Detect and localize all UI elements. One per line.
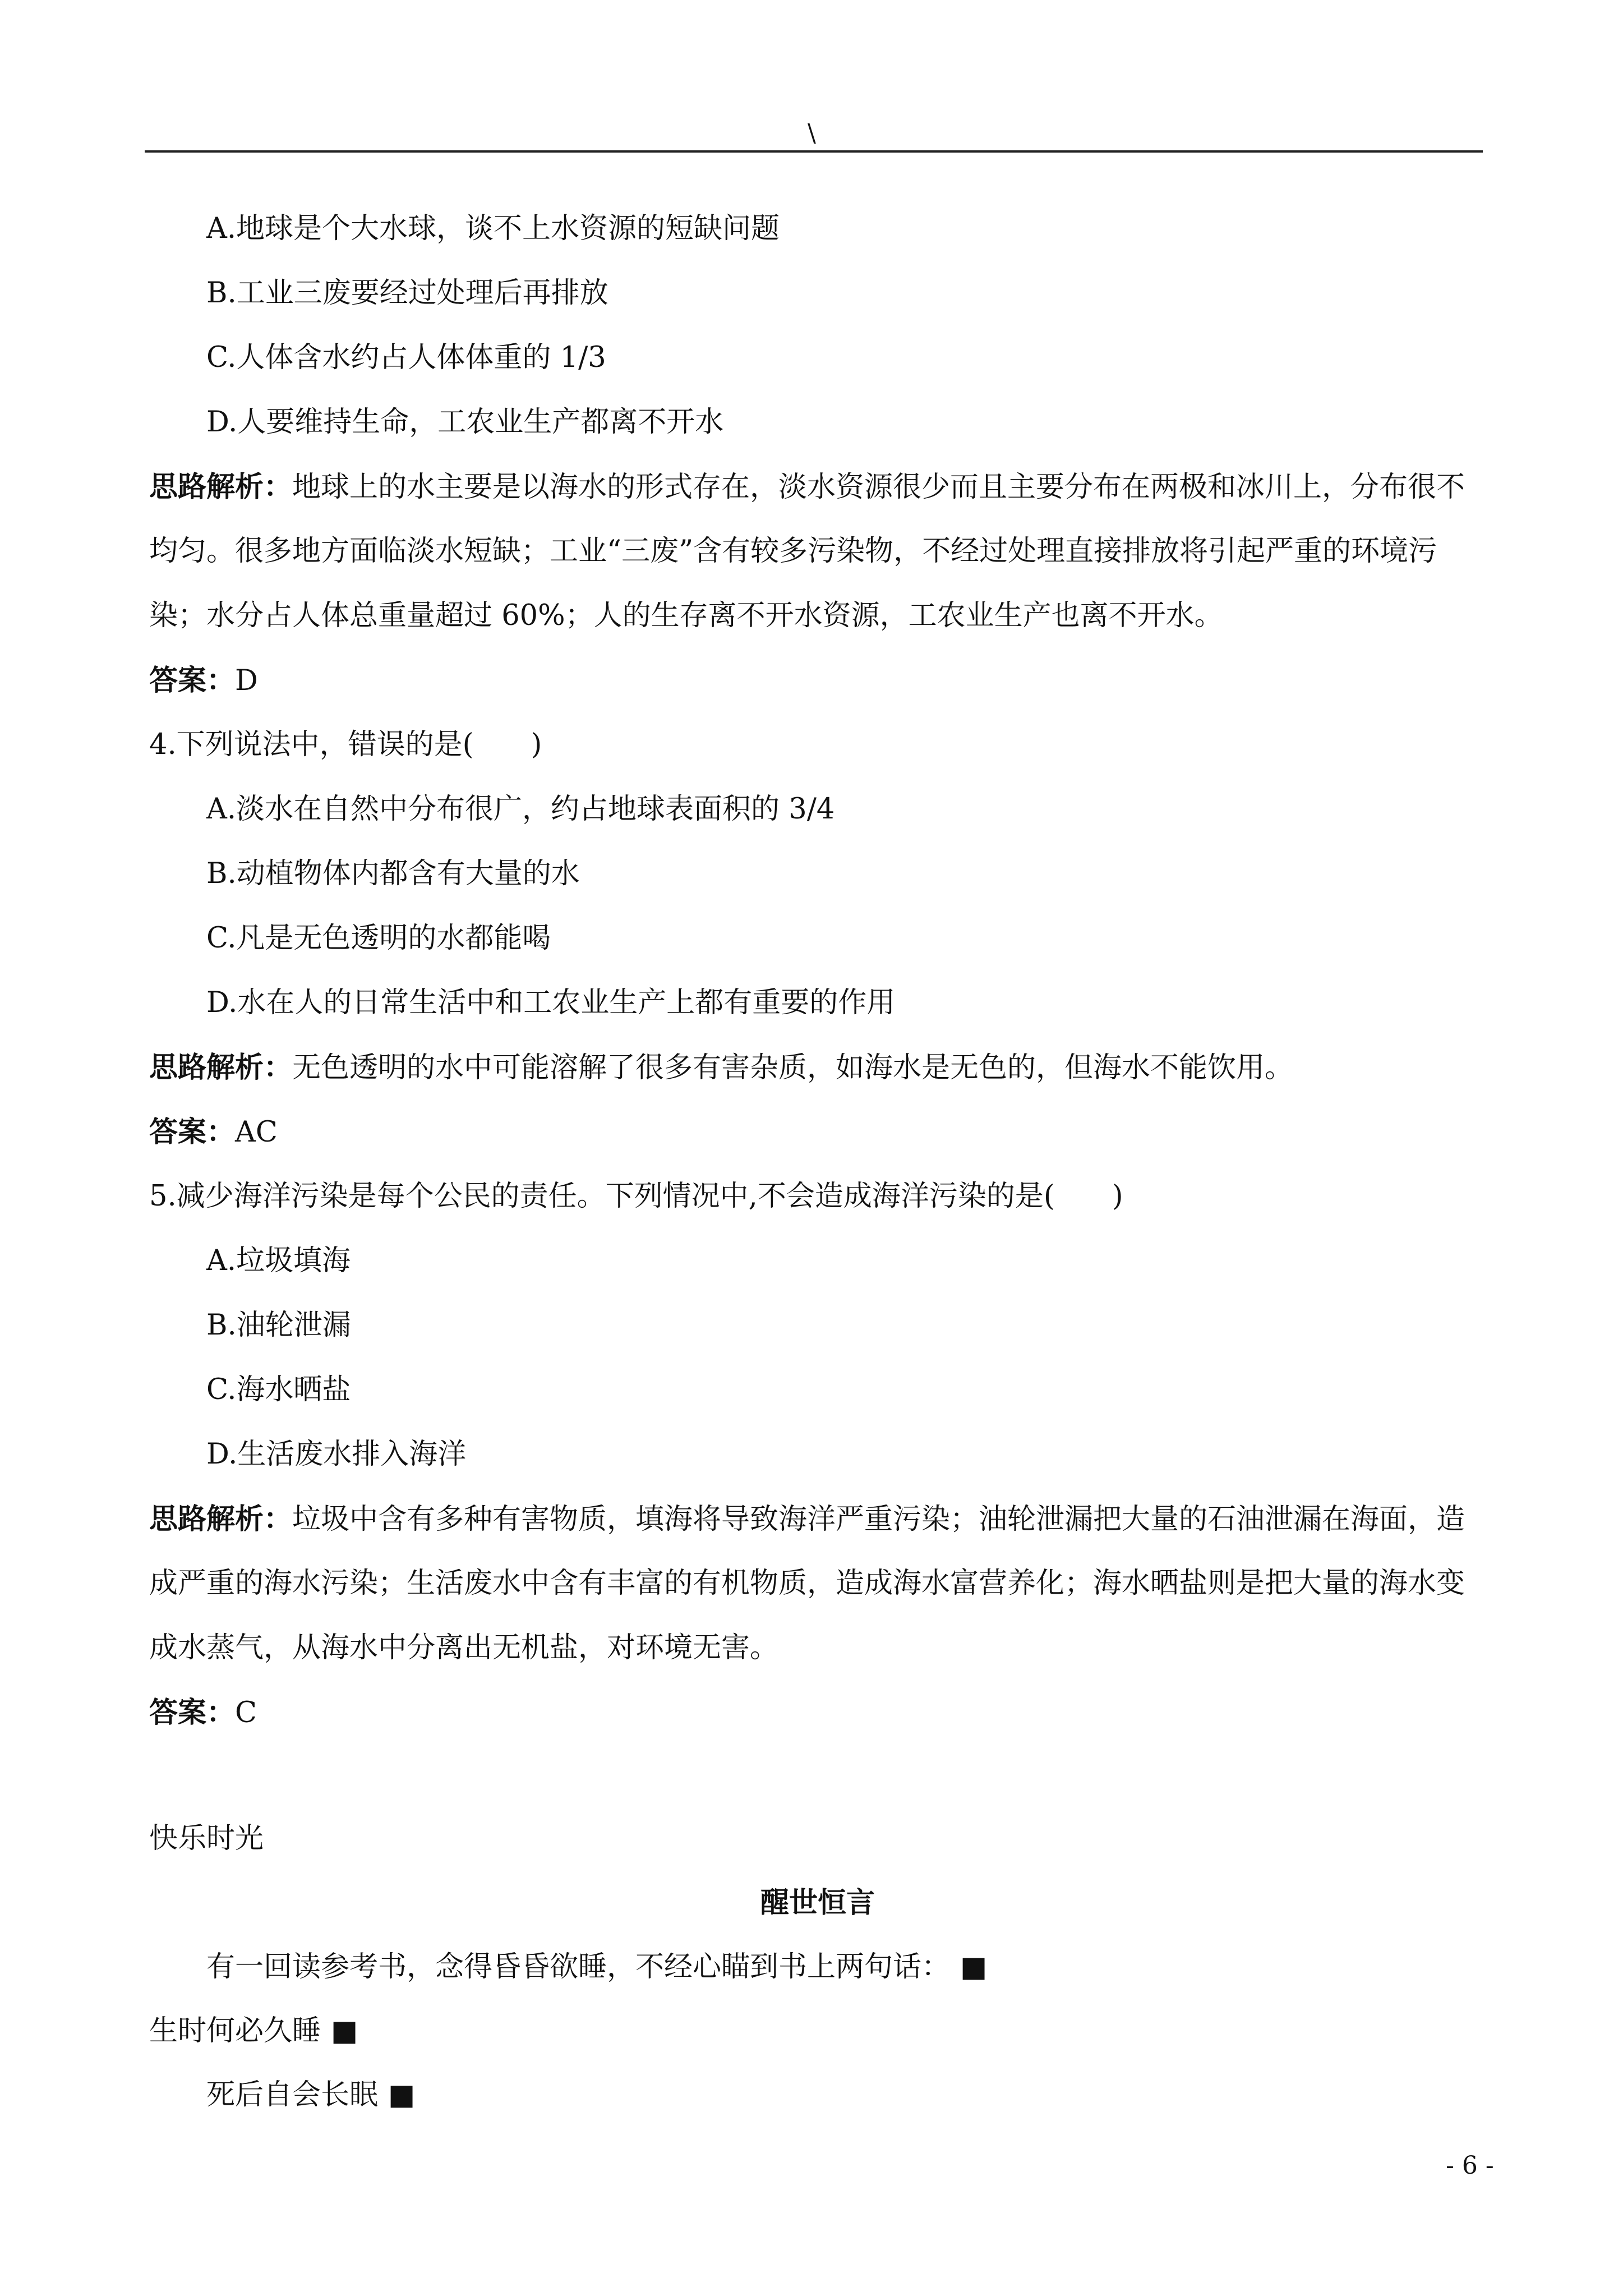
q5-analysis-label: 思路解析： <box>149 1502 293 1536</box>
q3-answer-value: D <box>235 664 258 697</box>
story-line-2: 生时何必久睡 ■ <box>149 2014 358 2047</box>
page-number: - 6 - <box>1446 2151 1494 2180</box>
q3-answer <box>149 664 258 698</box>
q4-option-c: C.凡是无色透明的水都能喝 <box>206 922 551 955</box>
q4-analysis-label: 思路解析： <box>149 1051 293 1084</box>
story-line-3: 死后自会长眠 ■ <box>206 2078 416 2111</box>
q5-option-a: A.垃圾填海 <box>206 1244 351 1277</box>
q3-analysis-line-3: 染；水分占人体总重量超过 60%；人的生存离不开水资源，工农业生产也离不开水。 <box>149 599 1223 632</box>
square-icon: ■ <box>388 2078 416 2111</box>
q5-option-d: D.生活废水排入海洋 <box>206 1438 467 1471</box>
header-rule <box>145 150 1483 153</box>
square-icon: ■ <box>331 2014 358 2047</box>
story-title: 醒世恒言 <box>760 1886 875 1920</box>
q3-option-d: D.人要维持生命，工农业生产都离不开水 <box>206 406 724 439</box>
q4-answer-value: AC <box>235 1116 278 1149</box>
q3-analysis-line-2: 均匀。很多地方面临淡水短缺；工业“三废”含有较多污染物，不经过处理直接排放将引起严重的环境污 <box>149 535 1437 568</box>
q3-analysis-line-1: 思路解析：地球上的水主要是以海水的形式存在，淡水资源很少而且主要分布在两极和冰川上，分布很不 <box>149 470 1465 504</box>
q4-option-d: D.水在人的日常生活中和工农业生产上都有重要的作用 <box>206 986 896 1019</box>
q5-answer <box>149 1696 257 1730</box>
q3-option-b: B.工业三废要经过处理后再排放 <box>206 277 608 310</box>
square-icon: ■ <box>960 1950 988 1984</box>
q5-stem: 5.减少海洋污染是每个公民的责任。下列情况中,不会造成海洋污染的是( ) <box>149 1180 1123 1213</box>
section-heading: 快乐时光 <box>149 1822 264 1855</box>
q5-option-b: B.油轮泄漏 <box>206 1309 351 1342</box>
q5-analysis-line-1: 思路解析：垃圾中含有多种有害物质，填海将导致海洋严重污染；油轮泄漏把大量的石油泄漏在海面，造 <box>149 1502 1465 1536</box>
q3-analysis-label: 思路解析： <box>149 470 293 504</box>
q4-stem: 4.下列说法中，错误的是( ) <box>149 728 542 761</box>
header-mark: \ <box>808 119 816 148</box>
q4-analysis: 思路解析：无色透明的水中可能溶解了很多有害杂质，如海水是无色的，但海水不能饮用。 <box>149 1051 1294 1084</box>
q4-answer-label: 答案： <box>149 1115 236 1149</box>
q5-answer-label: 答案： <box>149 1696 236 1729</box>
q5-option-c: C.海水晒盐 <box>206 1373 351 1406</box>
q3-option-c: C.人体含水约占人体体重的 1/3 <box>206 341 606 374</box>
q5-answer-value: C <box>235 1696 257 1729</box>
q3-answer-label: 答案： <box>149 664 236 697</box>
q3-option-a: A.地球是个大水球，谈不上水资源的短缺问题 <box>206 212 780 245</box>
q5-analysis-line-3: 成水蒸气，从海水中分离出无机盐，对环境无害。 <box>149 1631 779 1664</box>
q5-analysis-line-2: 成严重的海水污染；生活废水中含有丰富的有机物质，造成海水富营养化；海水晒盐则是把大量的海水变 <box>149 1567 1465 1600</box>
story-line-1: 有一回读参考书，念得昏昏欲睡，不经心瞄到书上两句话： ■ <box>206 1950 988 1984</box>
q4-option-a: A.淡水在自然中分布很广，约占地球表面积的 3/4 <box>206 793 835 826</box>
q4-answer <box>149 1115 278 1149</box>
q4-option-b: B.动植物体内都含有大量的水 <box>206 857 580 890</box>
